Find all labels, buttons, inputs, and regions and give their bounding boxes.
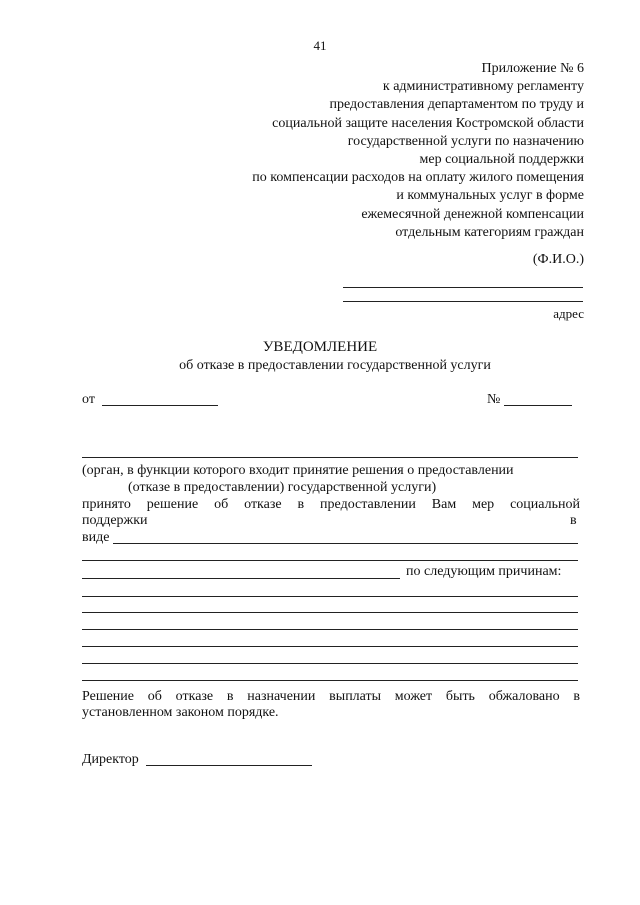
form-line — [82, 596, 578, 597]
appendix-header — [252, 60, 584, 242]
notice-title: УВЕДОМЛЕНИЕ — [262, 339, 378, 355]
form-line — [82, 663, 578, 664]
organ-caption-line1: (орган, в функции которого входит принятие решения о предоставлении — [82, 463, 514, 478]
notice-subtitle: об отказе в предоставлении государственной услуги — [179, 358, 491, 373]
form-line — [82, 646, 578, 647]
appeal-line-2: установленном законом порядке. — [82, 705, 279, 720]
number-line — [504, 405, 572, 406]
recipient-address-label: адрес — [553, 306, 584, 321]
organ-caption-line2: (отказе в предоставлении) государственной услуги) — [128, 480, 437, 495]
form-line — [82, 680, 578, 681]
decision-line-2-right: в — [570, 513, 577, 528]
decision-line-2-left: поддержки — [82, 513, 148, 528]
appendix-line: Приложение № 6 — [481, 61, 584, 76]
from-label: от — [82, 392, 95, 407]
organ-line — [82, 457, 578, 458]
form-line — [113, 543, 578, 544]
appendix-line: мер социальной поддержки — [419, 152, 584, 168]
decision-line-3: виде — [82, 530, 110, 545]
organ-caption — [82, 462, 582, 496]
appendix-line: предоставления департаментом по труду и — [329, 97, 584, 113]
appeal-line-1: Решение об отказе в назначении выплаты может быть обжаловано в — [82, 689, 580, 704]
recipient-fio-label: (Ф.И.О.) — [532, 252, 584, 267]
appendix-line: по компенсации расходов на оплату жилого помещения — [252, 170, 584, 186]
date-line — [102, 405, 218, 406]
director-signature-line — [146, 765, 312, 766]
director-label: Директор — [82, 752, 139, 767]
form-line — [82, 578, 400, 579]
form-line — [82, 560, 578, 561]
recipient-fio-line — [343, 287, 583, 288]
reasons-label: по следующим причинам: — [406, 564, 562, 579]
appendix-line: и коммунальных услуг в форме — [396, 188, 584, 204]
page-number: 41 — [313, 38, 327, 53]
appendix-line: ежемесячной денежной компенсации — [361, 206, 584, 222]
form-line — [82, 629, 578, 630]
number-label: № — [487, 392, 501, 407]
appendix-line: государственной услуги по назначению — [347, 133, 584, 149]
appendix-line: отдельным категориям граждан — [395, 224, 584, 240]
appendix-line: к административному регламенту — [382, 79, 584, 95]
decision-line-1: принято решение об отказе в предоставлении Вам мер социальной — [82, 497, 580, 512]
recipient-address-line — [343, 301, 583, 302]
appendix-line: социальной защите населения Костромской области — [272, 115, 584, 131]
form-line — [82, 612, 578, 613]
